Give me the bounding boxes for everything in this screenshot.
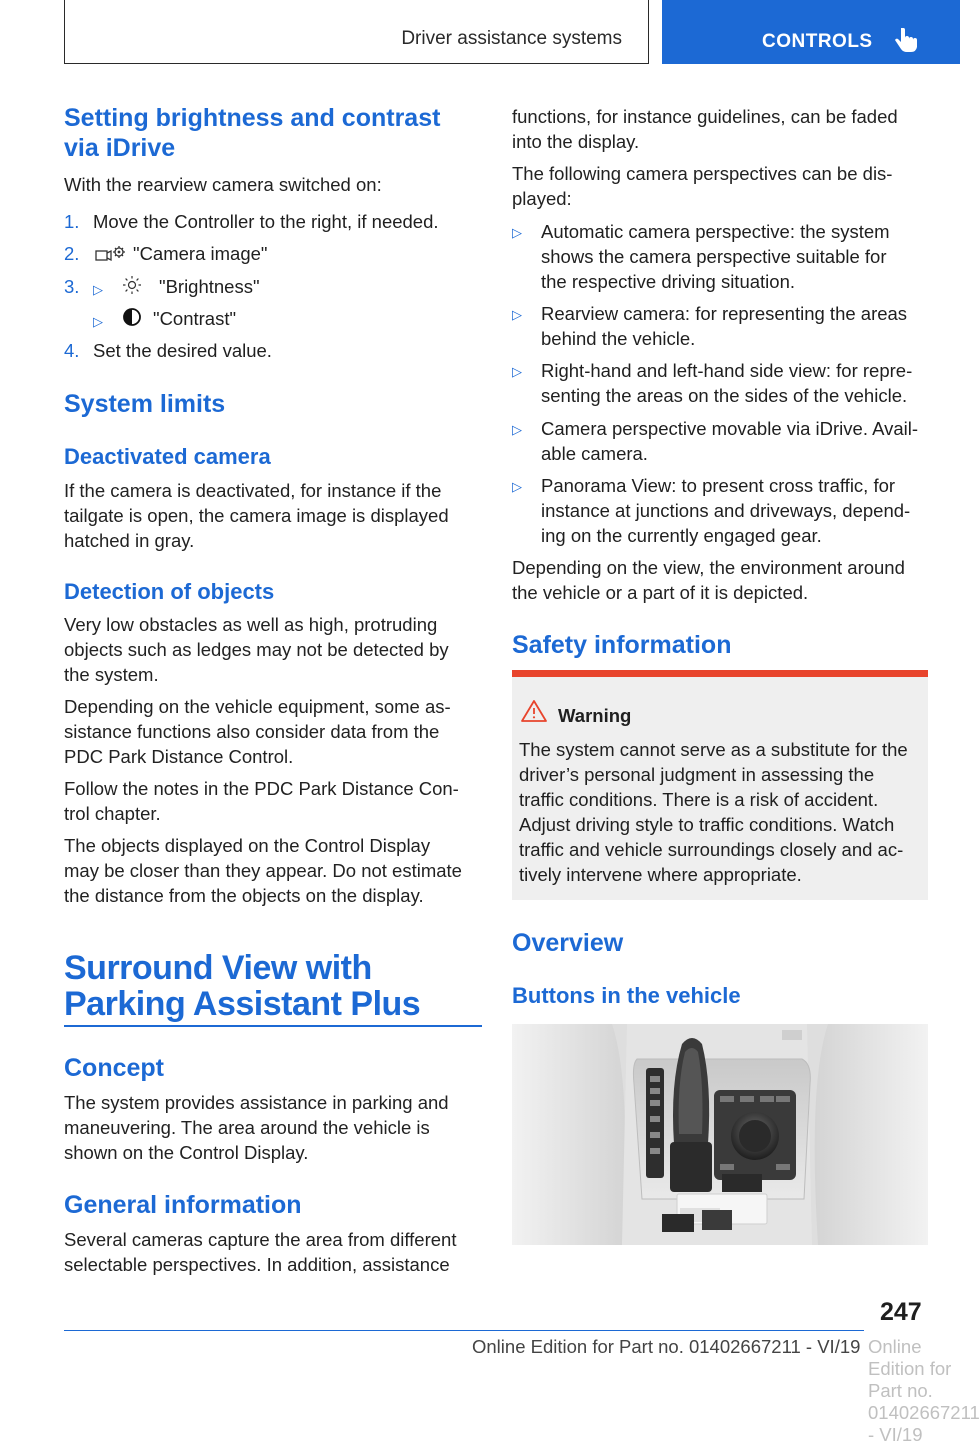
text-line: Follow the notes in the PDC Park Distance Con- xyxy=(64,778,459,799)
heading-setting-2: via iDrive xyxy=(64,134,176,162)
text-line: Panorama View: to present cross traffic, for xyxy=(541,475,896,496)
text-line: the distance from the objects on the display. xyxy=(64,885,424,906)
step-text: "Brightness" xyxy=(159,276,260,297)
text-line: Several cameras capture the area from different xyxy=(64,1229,457,1250)
heading-safety-information: Safety information xyxy=(512,631,732,659)
text-line: hatched in gray. xyxy=(64,530,195,551)
text-line: Rearview camera: for representing the areas xyxy=(541,303,908,324)
text-line: functions, for instance guidelines, can be faded xyxy=(512,106,898,127)
heading-concept: Concept xyxy=(64,1054,164,1082)
heading-buttons-in-vehicle: Buttons in the vehicle xyxy=(512,983,741,1008)
text-line: Automatic camera perspective: the system xyxy=(541,221,890,242)
text-line: tively intervene where appropriate. xyxy=(519,864,802,885)
text-line: objects such as ledges may not be detected by xyxy=(64,639,449,660)
text-line: PDC Park Distance Control. xyxy=(64,746,294,767)
triangle-bullet-icon: ▷ xyxy=(93,282,103,297)
text-line: Very low obstacles as well as high, protruding xyxy=(64,614,438,635)
heading-surround-1: Surround View with xyxy=(64,949,372,987)
page-number: 247 xyxy=(880,1298,922,1326)
heading-detection-objects: Detection of objects xyxy=(64,579,275,604)
controls-tab[interactable] xyxy=(662,0,960,64)
heading-deactivated-camera: Deactivated camera xyxy=(64,444,271,469)
text-line: instance at junctions and driveways, depend- xyxy=(541,500,911,521)
footer-edition: Online Edition for Part no. 01402667211 - VI/19 xyxy=(472,1336,861,1357)
header-frame xyxy=(64,0,649,64)
contrast-icon xyxy=(122,307,142,333)
step-number: 2. xyxy=(64,243,80,264)
center-console-photo xyxy=(512,1024,928,1245)
step-text: "Contrast" xyxy=(153,308,237,329)
footer-rule xyxy=(64,1330,864,1331)
heading-general-information: General information xyxy=(64,1191,302,1219)
triangle-bullet-icon: ▷ xyxy=(512,479,522,494)
hand-pointer-icon xyxy=(894,26,920,54)
text-line: Right-hand and left-hand side view: for repre- xyxy=(541,360,913,381)
warning-box xyxy=(512,670,928,900)
text-line: selectable perspectives. In addition, assistance xyxy=(64,1254,450,1275)
triangle-bullet-icon: ▷ xyxy=(512,422,522,437)
text-line: maneuvering. The area around the vehicle is xyxy=(64,1117,430,1138)
brightness-icon xyxy=(122,275,142,301)
text-line: Camera perspective movable via iDrive. Avail- xyxy=(541,418,919,439)
text-line: may be closer than they appear. Do not estimate xyxy=(64,860,462,881)
step-text: "Camera image" xyxy=(133,243,268,264)
step-text: Set the desired value. xyxy=(93,340,272,361)
text-line: shows the camera perspective suitable for xyxy=(541,246,887,267)
triangle-bullet-icon: ▷ xyxy=(512,225,522,240)
text-line: traffic conditions. There is a risk of accident. xyxy=(519,789,879,810)
text-line: The following camera perspectives can be dis- xyxy=(512,163,893,184)
text-line: driver’s personal judgment in assessing the xyxy=(519,764,875,785)
text-line: sistance functions also consider data from the xyxy=(64,721,440,742)
warning-title: Warning xyxy=(558,705,632,726)
heading-setting-1: Setting brightness and contrast xyxy=(64,104,441,132)
footer-watermark: Online Edition for Part no. 01402667211 - VI/19 xyxy=(868,1336,980,1445)
triangle-bullet-icon: ▷ xyxy=(512,307,522,322)
text-line: able camera. xyxy=(541,443,648,464)
text-line: ing on the currently engaged gear. xyxy=(541,525,822,546)
step-number: 3. xyxy=(64,276,80,297)
heading-rule xyxy=(64,1025,482,1027)
heading-surround-2: Parking Assistant Plus xyxy=(64,985,421,1023)
text-line: Adjust driving style to traffic conditions. Watch xyxy=(519,814,895,835)
setting-intro: With the rearview camera switched on: xyxy=(64,174,382,195)
heading-system-limits: System limits xyxy=(64,390,226,418)
warning-text xyxy=(519,737,925,887)
triangle-bullet-icon: ▷ xyxy=(93,314,103,329)
text-line: behind the vehicle. xyxy=(541,328,696,349)
text-line: If the camera is deactivated, for instance if the xyxy=(64,480,442,501)
triangle-bullet-icon: ▷ xyxy=(512,364,522,379)
text-line: The system cannot serve as a substitute for the xyxy=(519,739,908,760)
step-number: 1. xyxy=(64,211,80,232)
center-console-illustration xyxy=(512,1024,928,1245)
text-line: senting the areas on the sides of the vehicle. xyxy=(541,385,908,406)
text-line: Depending on the view, the environment around xyxy=(512,557,905,578)
text-line: played: xyxy=(512,188,572,209)
text-line: The objects displayed on the Control Display xyxy=(64,835,431,856)
text-line: Depending on the vehicle equipment, some as- xyxy=(64,696,451,717)
text-line: tailgate is open, the camera image is displayed xyxy=(64,505,449,526)
camera-settings-icon xyxy=(95,243,127,271)
step-number: 4. xyxy=(64,340,80,361)
text-line: the respective driving situation. xyxy=(541,271,795,292)
step-text: Move the Controller to the right, if needed. xyxy=(93,211,439,232)
text-line: The system provides assistance in parking and xyxy=(64,1092,449,1113)
text-line: shown on the Control Display. xyxy=(64,1142,309,1163)
text-line: the system. xyxy=(64,664,159,685)
text-line: into the display. xyxy=(512,131,640,152)
text-line: traffic and vehicle surroundings closely and ac- xyxy=(519,839,904,860)
text-line: the vehicle or a part of it is depicted. xyxy=(512,582,809,603)
warning-triangle-icon xyxy=(520,699,548,723)
controls-tab-label: CONTROLS xyxy=(762,31,873,52)
heading-overview: Overview xyxy=(512,929,624,957)
section-title: Driver assistance systems xyxy=(401,28,622,49)
text-line: trol chapter. xyxy=(64,803,161,824)
